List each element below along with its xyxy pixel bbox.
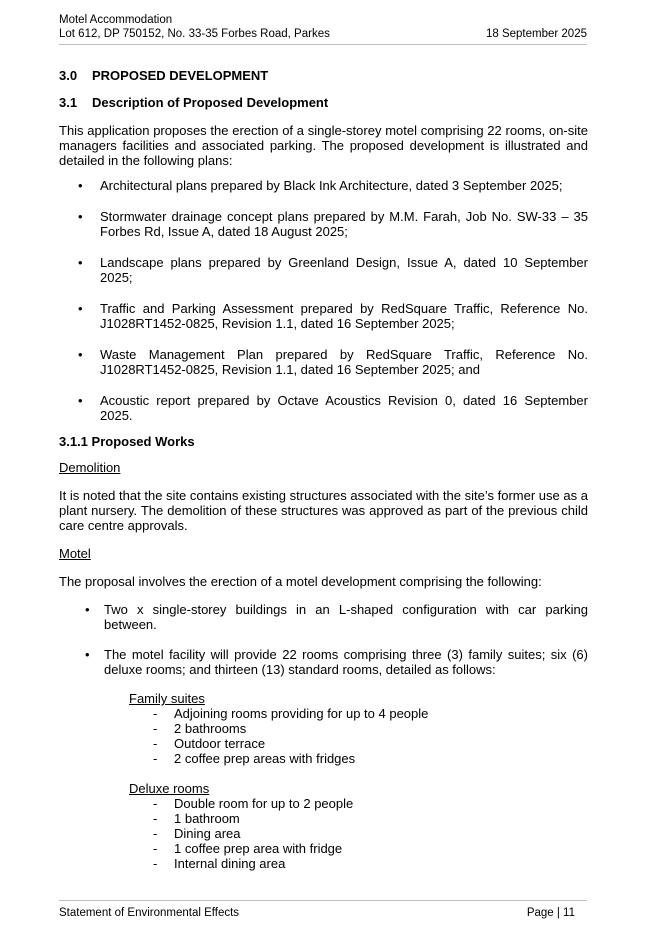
list-item bbox=[129, 811, 588, 826]
page-number: Page | 11 bbox=[526, 907, 575, 919]
header-address: Lot 612, DP 750152, No. 33-35 Forbes Road, Parkes bbox=[59, 28, 330, 40]
demolition-label: Demolition bbox=[59, 460, 121, 475]
dash-icon: - bbox=[153, 736, 158, 751]
list-item-text: 1 coffee prep area with fridge bbox=[174, 841, 343, 856]
motel-points-list bbox=[59, 602, 588, 677]
document-body bbox=[59, 64, 588, 871]
list-item bbox=[129, 856, 588, 871]
list-item bbox=[59, 301, 588, 331]
section-heading bbox=[59, 68, 588, 83]
deluxe-rooms-title: Deluxe rooms bbox=[129, 781, 210, 796]
demolition-paragraph: It is noted that the site contains existing structures associated with the site’s former use as a plant nursery. The demolition of these structures was approved as part of the previous child care centre approvals. bbox=[59, 488, 588, 533]
intro-paragraph: This application proposes the erection of a single-storey motel comprising 22 rooms, on-site managers facilities and associated parking. The proposed development is illustrated and detailed in the following plans: bbox=[59, 123, 588, 168]
list-item-text: Adjoining rooms providing for up to 4 people bbox=[174, 706, 429, 721]
dash-icon: - bbox=[153, 706, 158, 721]
list-item-text: Landscape plans prepared by Greenland Design, Issue A, dated 10 September 2025; bbox=[100, 255, 588, 285]
bullet-icon: • bbox=[78, 255, 83, 270]
list-item-text: Stormwater drainage concept plans prepared by M.M. Farah, Job No. SW-33 – 35 Forbes Rd, Issue A, dated 18 August 2025; bbox=[100, 209, 588, 239]
works-heading: 3.1.1 Proposed Works bbox=[59, 434, 195, 449]
motel-intro: The proposal involves the erection of a motel development comprising the following: bbox=[59, 574, 542, 589]
list-item bbox=[129, 796, 588, 811]
bullet-icon: • bbox=[85, 647, 90, 662]
list-item bbox=[59, 178, 588, 193]
page-footer bbox=[59, 906, 575, 920]
section-title: PROPOSED DEVELOPMENT bbox=[92, 68, 269, 83]
list-item-text: Architectural plans prepared by Black Ink Architecture, dated 3 September 2025; bbox=[100, 178, 563, 193]
dash-icon: - bbox=[153, 811, 158, 826]
header-title: Motel Accommodation bbox=[59, 14, 173, 26]
motel-label: Motel bbox=[59, 546, 91, 561]
subsection-heading bbox=[59, 95, 588, 110]
family-suites-group bbox=[129, 691, 588, 766]
bullet-icon: • bbox=[78, 347, 83, 362]
list-item-text: Internal dining area bbox=[174, 856, 286, 871]
plans-list bbox=[59, 178, 588, 423]
dash-icon: - bbox=[153, 856, 158, 871]
list-item bbox=[129, 721, 588, 736]
list-item-text: 2 bathrooms bbox=[174, 721, 247, 736]
footer-document-title: Statement of Environmental Effects bbox=[59, 907, 240, 919]
bullet-icon: • bbox=[85, 602, 90, 617]
subsection-number: 3.1 bbox=[59, 95, 78, 110]
list-item-text: Outdoor terrace bbox=[174, 736, 266, 751]
list-item bbox=[129, 706, 588, 721]
page-header bbox=[59, 13, 587, 41]
bullet-icon: • bbox=[78, 393, 83, 408]
list-item-text: The motel facility will provide 22 rooms comprising three (3) family suites; six (6) deluxe rooms; and thirteen (13) standard rooms, detailed as follows: bbox=[104, 647, 588, 677]
list-item-text: Two x single-storey buildings in an L-shaped configuration with car parking between. bbox=[104, 602, 588, 632]
header-date: 18 September 2025 bbox=[485, 28, 587, 40]
header-divider bbox=[59, 44, 587, 45]
footer-divider bbox=[59, 900, 587, 901]
list-item bbox=[59, 347, 588, 377]
list-item bbox=[59, 255, 588, 285]
list-item bbox=[59, 209, 588, 239]
subsection-title: Description of Proposed Development bbox=[92, 95, 329, 110]
list-item-text: Waste Management Plan prepared by RedSquare Traffic, Reference No. J1028RT1452-0825, Revision 1.1, dated 16 September 2025; and bbox=[100, 347, 588, 377]
list-item bbox=[129, 751, 588, 766]
list-item bbox=[59, 393, 588, 423]
list-item bbox=[129, 736, 588, 751]
list-item-text: 1 bathroom bbox=[174, 811, 240, 826]
list-item-text: Acoustic report prepared by Octave Acoustics Revision 0, dated 16 September 2025. bbox=[100, 393, 588, 423]
family-suites-title: Family suites bbox=[129, 691, 205, 706]
bullet-icon: • bbox=[78, 178, 83, 193]
dash-icon: - bbox=[153, 841, 158, 856]
section-number: 3.0 bbox=[59, 68, 78, 83]
bullet-icon: • bbox=[78, 301, 83, 316]
dash-icon: - bbox=[153, 796, 158, 811]
dash-icon: - bbox=[153, 826, 158, 841]
list-item bbox=[59, 602, 588, 632]
list-item-text: Dining area bbox=[174, 826, 241, 841]
list-item bbox=[129, 826, 588, 841]
list-item-text: Traffic and Parking Assessment prepared by RedSquare Traffic, Reference No. J1028RT1452-0825, Revision 1.1, dated 16 September 2025; bbox=[100, 301, 588, 331]
dash-icon: - bbox=[153, 751, 158, 766]
deluxe-rooms-group bbox=[129, 781, 588, 871]
bullet-icon: • bbox=[78, 209, 83, 224]
list-item bbox=[59, 647, 588, 677]
list-item-text: Double room for up to 2 people bbox=[174, 796, 354, 811]
list-item bbox=[129, 841, 588, 856]
dash-icon: - bbox=[153, 721, 158, 736]
list-item-text: 2 coffee prep areas with fridges bbox=[174, 751, 356, 766]
